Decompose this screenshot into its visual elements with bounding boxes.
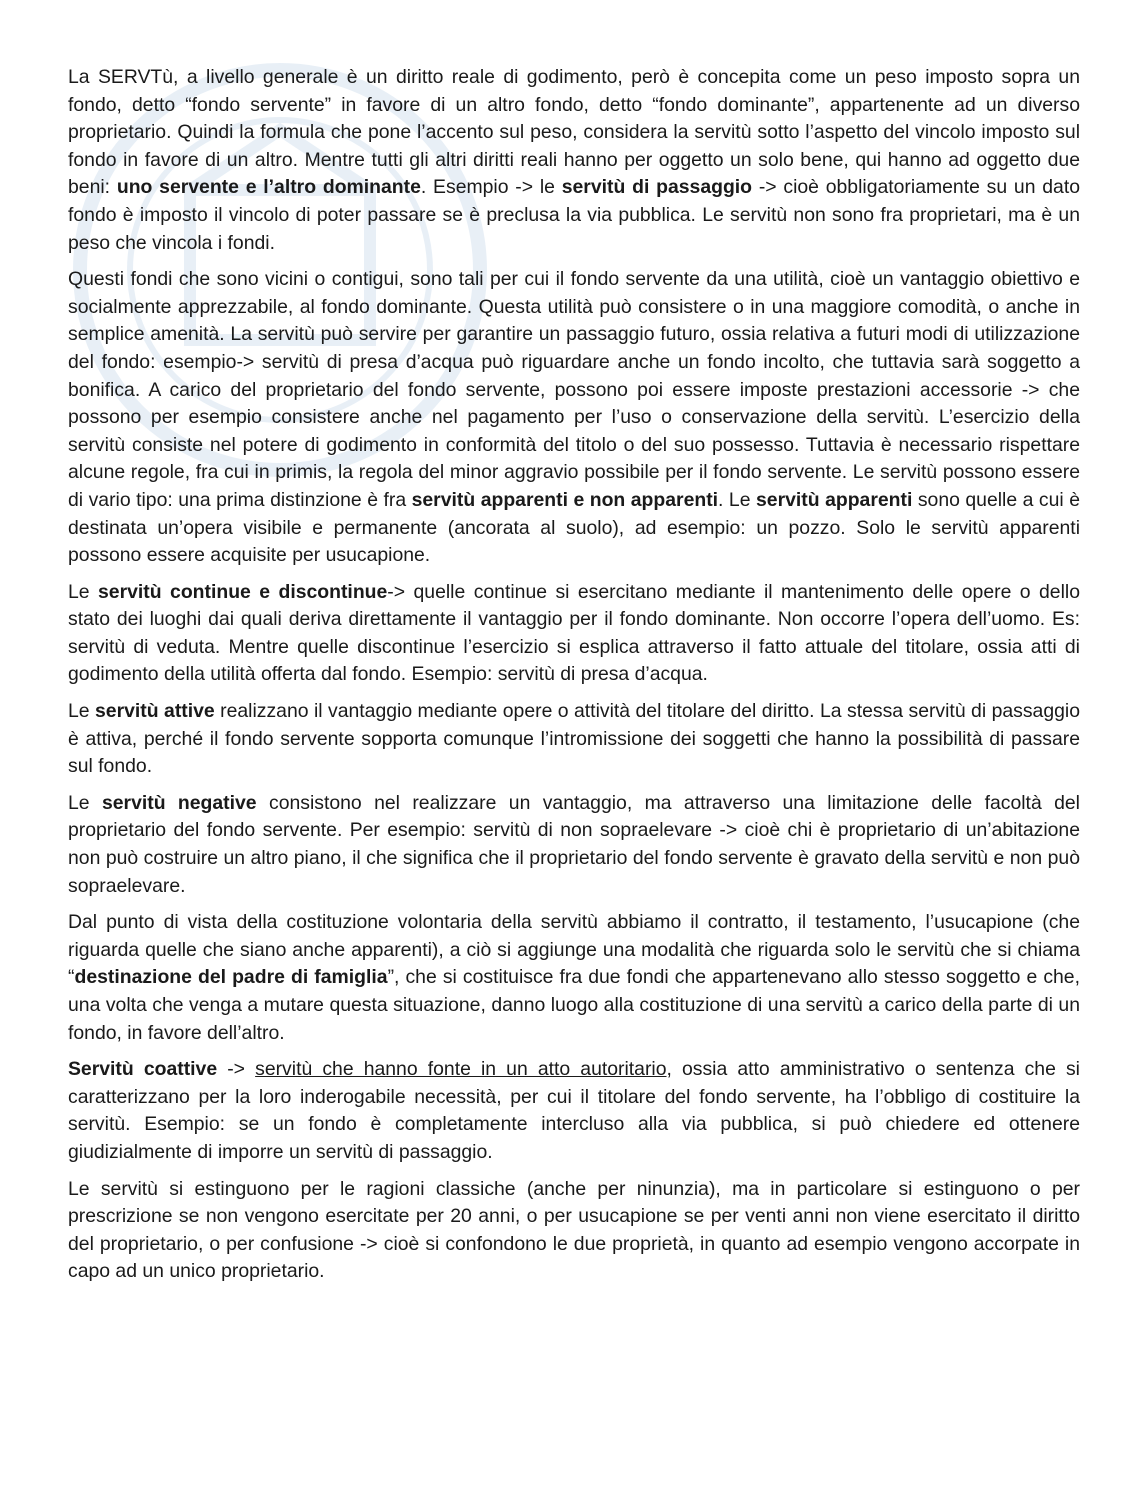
bold-term: servitù apparenti e non apparenti — [411, 488, 719, 511]
paragraph — [68, 579, 1080, 689]
text-run: ”, che si costituisce fra due fondi che appartenevano allo stesso soggetto e che, una volta che venga a mutare questa situazione, danno luogo alla costituzione di una servitù a carico della parte di un fondo, in favore dell’altro. — [68, 966, 1080, 1044]
text-run: consistono nel realizzare un vantaggio, ma attraverso una limitazione delle facoltà del proprietario del fondo servente. Per esempio: servitù di non sopraelevare -> cioè chi è proprietario di un’abitazione non può costruire un altro piano, il che significa che il proprietario del fondo servente è gravato della servitù e non può sopraelevare. — [68, 791, 1080, 897]
bold-term: Servitù coattive — [68, 1058, 218, 1081]
paragraph — [68, 909, 1080, 1047]
text-run: Questi fondi che sono vicini o contigui, sono tali per cui il fondo servente da una utilità, cioè un vantaggio obiettivo e socialmente apprezzabile, al fondo dominante. Questa utilità può consistere o in una maggiore comodità, o anche in semplice amenità. La servitù può servire per garantire un passaggio futuro, ossia relativa a futuri modi di utilizzazione del fondo: esempio-> servitù di presa d’acqua può riguardare anche un fondo incolto, che tuttavia sarà soggetto a bonifica. A carico del proprietario del fondo servente, possono poi essere imposte prestazioni accessorie -> che possono per esempio consistere anche nel pagamento per l’uso o conservazione della servitù. L’esercizio della servitù consiste nel potere di godimento in conformità del titolo o del suo possesso. Tuttavia è necessario rispettare alcune regole, fra cui in primis, la regola del minor aggravio possibile per il fondo servente. Le servitù possono essere di vario tipo: una prima distinzione è fra — [68, 268, 1080, 511]
bold-term: destinazione del padre di famiglia — [74, 966, 388, 989]
text-run: Dal punto di vista della costituzione volontaria della servitù abbiamo il contratto, il testamento, l’usucapione (che riguarda quelle che siano anche apparenti), a ciò si aggiunge una modalità che riguarda solo le servitù che si chiama “ — [68, 911, 1080, 989]
text-run: Le — [68, 580, 99, 603]
text-run: -> quelle continue si esercitano mediante il mantenimento delle opere o dello stato dei luoghi dai quali deriva direttamente il vantaggio per il fondo dominante. Non occorre l’opera dell’uomo. Es: servitù di veduta. Mentre quelle discontinue l’esercizio si esplica attraverso il fatto attuale del titolare, ossia atti di godimento della utilità offerta dal fondo. Esempio: servitù di presa d’acqua. — [68, 580, 1080, 686]
text-run: . Le — [718, 488, 756, 511]
text-run: sono quelle a cui è destinata un’opera visibile e permanente (ancorata al suolo), ad esempio: un pozzo. Solo le servitù apparenti possono essere acquisite per usucapione. — [68, 488, 1080, 567]
bold-term: servitù attive — [95, 700, 215, 723]
document-body — [68, 64, 1080, 1295]
text-run: Le servitù si estinguono per le ragioni classiche (anche per ninunzia), ma in particolare si estinguono o per prescrizione se non vengono esercitate per 20 anni, o per usucapione se per venti anni non viene esercitato il diritto del proprietario, o per confusione -> cioè si confondono le due proprietà, in quanto ad esempio vengono accorpate in capo ad un unico proprietario. — [68, 1177, 1080, 1283]
paragraph — [68, 790, 1080, 900]
paragraph — [68, 266, 1080, 570]
text-run: realizzano il vantaggio mediante opere o attività del titolare del diritto. La stessa servitù di passaggio è attiva, perché il fondo servente sopporta comunque l’intromissione dei soggetti che hanno la possibilità di passare sul fondo. — [68, 700, 1080, 778]
text-run: -> — [217, 1058, 256, 1081]
underlined-text: servitù che hanno fonte in un atto autoritario — [255, 1058, 667, 1081]
text-run: La SERVTù, a livello generale è un diritto reale di godimento, però è concepita come un peso imposto sopra un fondo, detto “fondo servente” in favore di un altro fondo, detto “fondo dominante”, appartenente ad un diverso proprietario. Quindi la formula che pone l’accento sul peso, considera la servitù sotto l’aspetto del vincolo imposto sul fondo in favore di un altro. Mentre tutti gli altri diritti reali hanno per oggetto un solo bene, qui hanno ad oggetto due beni: — [68, 66, 1080, 199]
text-run: Le — [68, 700, 96, 723]
paragraph — [68, 1176, 1080, 1286]
text-run: Le — [68, 791, 102, 814]
bold-term: servitù continue e discontinue — [98, 580, 388, 603]
text-run: -> cioè obbligatoriamente su un dato fondo è imposto il vincolo di poter passare se è preclusa la via pubblica. Le servitù non sono fra proprietari, ma è un peso che vincola i fondi. — [68, 176, 1081, 254]
paragraph — [68, 1056, 1080, 1166]
paragraph — [68, 64, 1080, 257]
paragraph — [68, 698, 1080, 781]
bold-term: uno servente e l’altro dominante — [116, 176, 421, 199]
bold-term: servitù negative — [101, 791, 257, 814]
bold-term: servitù di passaggio — [561, 176, 753, 199]
text-run: , ossia atto amministrativo o sentenza che si caratterizzano per la loro inderogabile necessità, per cui il titolare del fondo servente, ha l’obbligo di costituire la servitù. Esempio: se un fondo è completamente intercluso alla via pubblica, si può chiedere ed ottenere giudizialmente di imporre un servitù di passaggio. — [68, 1058, 1080, 1163]
bold-term: servitù apparenti — [756, 488, 913, 511]
text-run: . Esempio -> le — [420, 176, 562, 199]
